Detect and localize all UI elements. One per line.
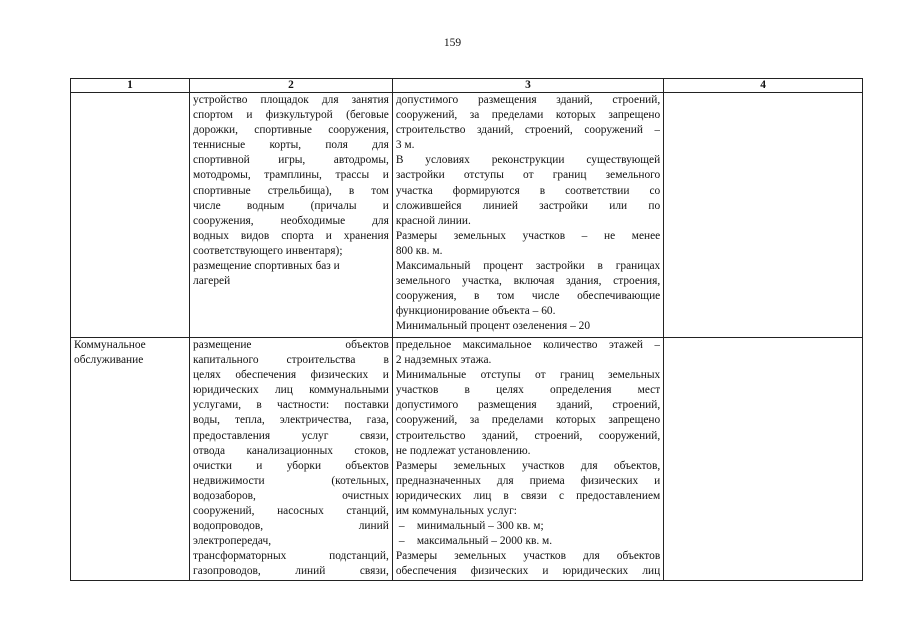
dash-bullet: –	[398, 520, 405, 533]
text-line: отвода канализационных стоков,	[193, 444, 389, 457]
text-line: красной линии.	[395, 214, 471, 227]
text-line: числе водным (причалы и	[193, 199, 389, 212]
table-row	[71, 93, 863, 338]
text-line: целях обеспечения физических и	[193, 369, 389, 382]
text-line: допустимого размещения зданий, строений,	[395, 94, 661, 106]
text-line: водозаборов, очистных	[193, 489, 389, 502]
text-line: Максимальный процент застройки в границах	[395, 260, 661, 273]
text-line: очистки и уборки объектов	[193, 459, 389, 472]
text-line: Размеры земельных участков для объектов,	[395, 459, 661, 472]
row2-notes-cell	[664, 338, 863, 581]
row1-notes-cell	[664, 93, 863, 338]
text-line: предоставления услуг связи,	[193, 429, 389, 442]
text-line: спортивные стрельбища), в том	[193, 184, 389, 197]
row2-description-cell	[190, 338, 393, 581]
text-line: сооружения, необходимые для	[193, 214, 389, 227]
row1-description-cell	[190, 93, 393, 338]
text-line: земельного участка, включая здания, строения,	[395, 275, 661, 288]
list-item	[396, 519, 660, 534]
text-line: Минимальный процент озеленения – 20	[395, 320, 591, 333]
text-line: предельное максимальное количество этажей –	[395, 339, 661, 351]
text-line: соответствующего инвентаря);	[193, 244, 343, 257]
text-line: обслуживание	[74, 354, 144, 367]
text-line: допустимого размещения зданий, строений,	[395, 399, 661, 412]
text-line: сложившейся линией застройки или по	[395, 199, 661, 212]
text-line: спортивной игры, автодромы,	[193, 154, 389, 167]
text-line: строительство зданий, строений, сооружений –	[395, 124, 661, 137]
list-item-text: максимальный – 2000 кв. м.	[416, 535, 553, 548]
column-header-1: 1	[71, 79, 190, 93]
text-line: водопроводов, линий	[193, 520, 389, 533]
text-line: Коммунальное	[74, 339, 146, 351]
text-line: сооружения, в том числе обеспечивающие	[395, 290, 661, 303]
text-line: сооружений, насосных станций,	[193, 505, 389, 518]
text-line: им коммунальных услуг:	[395, 505, 517, 518]
text-line: дорожки, спортивные сооружения,	[193, 124, 389, 137]
text-line: трансформаторных подстанций,	[193, 550, 389, 563]
row2-use-type-cell	[71, 338, 190, 581]
text-line: недвижимости (котельных,	[193, 474, 389, 487]
row1-use-type-cell	[71, 93, 190, 338]
table-row	[71, 338, 863, 581]
table-header-row	[71, 79, 863, 93]
page-number: 159	[443, 37, 462, 49]
text-line: размещение объектов	[193, 339, 389, 351]
column-header-2: 2	[190, 79, 393, 93]
text-line: воды, тепла, электричества, газа,	[193, 414, 389, 427]
text-line: юридических лиц коммунальными	[193, 384, 389, 397]
text-line: лагерей	[193, 275, 231, 288]
column-header-3: 3	[392, 79, 663, 93]
text-line: 3 м.	[395, 139, 415, 152]
text-line: мотодромы, трамплины, трассы и	[193, 169, 389, 182]
text-line: спортом и физкультурой (беговые	[193, 109, 389, 122]
text-line: 800 кв. м.	[395, 244, 443, 257]
text-line: Размеры земельных участков для объектов	[395, 550, 661, 563]
text-line: сооружений, за пределами которых запрещено	[395, 414, 661, 427]
text-line: теннисные корты, поля для	[193, 139, 389, 152]
text-line: размещение спортивных баз и	[193, 260, 340, 273]
text-line: участка формируются в соответствии со	[395, 184, 661, 197]
text-line: Минимальные отступы от границ земельных	[395, 369, 661, 382]
text-line: функционирование объекта – 60.	[395, 305, 556, 318]
text-line: водных видов спорта и хранения	[193, 229, 389, 242]
text-line: В условиях реконструкции существующей	[395, 154, 661, 167]
text-line: обеспечения физических и юридических лиц	[395, 565, 661, 578]
text-line: сооружений, за пределами которых запрещено	[395, 109, 661, 122]
list-item-text: минимальный – 300 кв. м;	[416, 520, 544, 533]
text-line: юридических лиц в связи с предоставлением	[395, 489, 661, 502]
text-line: капитального строительства в	[193, 354, 389, 367]
row1-parameters-cell	[392, 93, 663, 338]
text-line: строительство зданий, строений, сооружений,	[395, 429, 661, 442]
text-line: Размеры земельных участков – не менее	[395, 229, 661, 242]
text-line: газопроводов, линий связи,	[193, 565, 389, 578]
text-line: услугами, в частности: поставки	[193, 399, 389, 412]
text-line: предназначенных для приема физических и	[395, 474, 661, 487]
text-line: 2 надземных этажа.	[395, 354, 492, 367]
list-item	[396, 534, 660, 549]
column-header-4: 4	[664, 79, 863, 93]
text-line: участков в целях определения мест	[395, 384, 661, 397]
text-line: устройство площадок для занятия	[193, 94, 389, 106]
row2-parameters-cell	[392, 338, 663, 581]
text-line: застройки отступы от границ земельного	[395, 169, 661, 182]
dash-bullet: –	[398, 535, 405, 548]
text-line: электропередач,	[193, 535, 272, 548]
text-line: не подлежат установлению.	[395, 444, 531, 457]
regulations-table	[70, 78, 863, 581]
